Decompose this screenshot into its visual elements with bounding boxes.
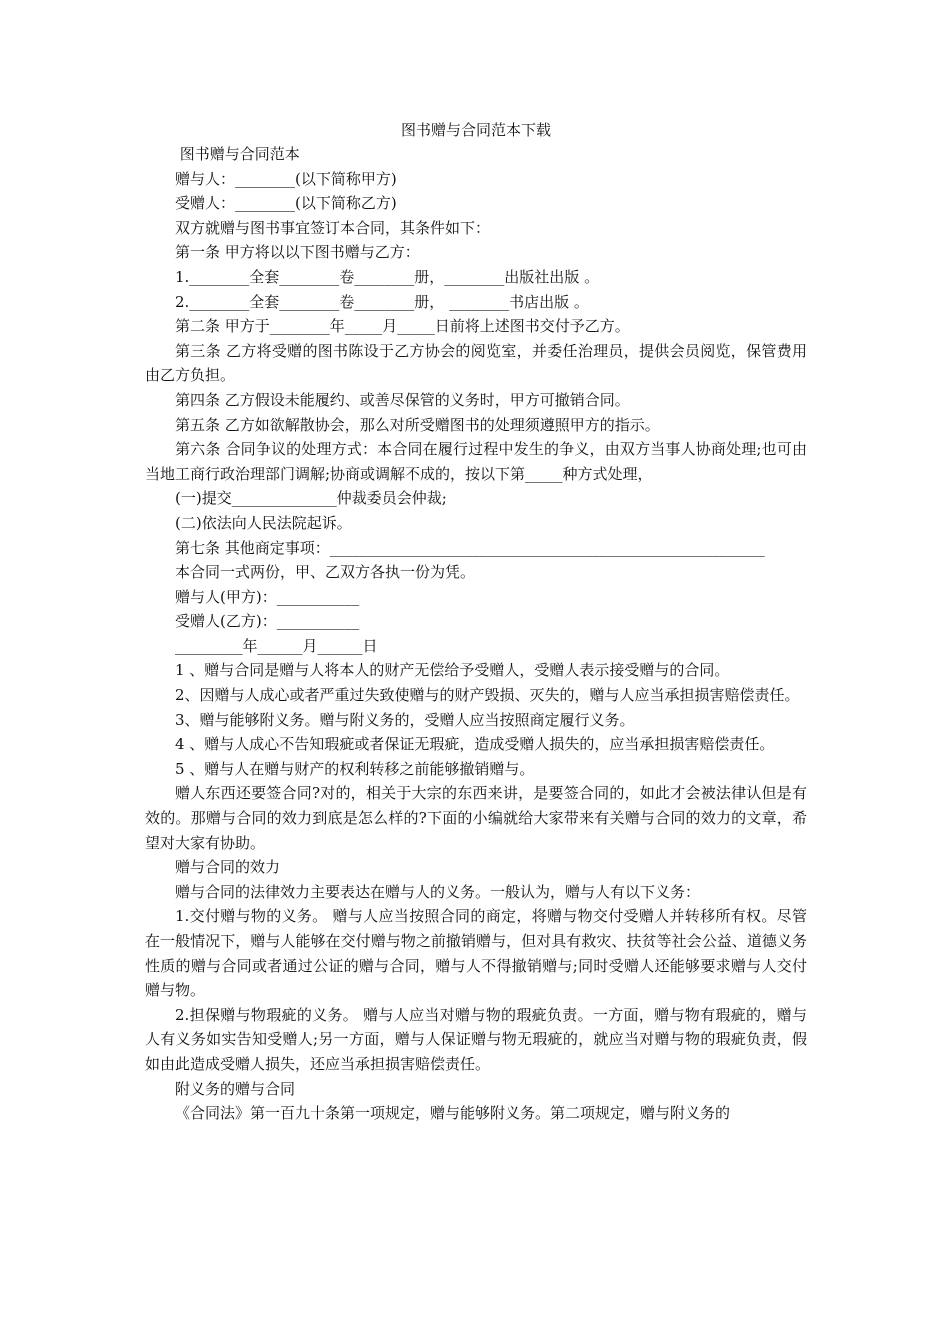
paragraph: (二)依法向人民法院起诉。 xyxy=(175,513,352,532)
paragraph: 附义务的赠与合同 xyxy=(175,1079,296,1098)
paragraph: 1.________全套________卷________册，________出版社出版 。 xyxy=(175,267,600,286)
paragraph: 第七条 其他商定事项：__________________________________________________________ xyxy=(175,538,765,557)
paragraph: (一)提交______________仲裁委员会仲裁; xyxy=(175,489,447,508)
paragraph: 赠与合同的法律效力主要表达在赠与人的义务。一般认为，赠与人有以下义务： xyxy=(175,882,701,901)
paragraph: 《合同法》第一百九十条第一项规定，赠与能够附义务。第二项规定，赠与附义务的 xyxy=(175,1104,731,1123)
paragraph: 1.交付赠与物的义务。 赠与人应当按照合同的商定，将赠与物交付受赠人并转移所有权。尽管在一般情况下，赠与人能够在交付赠与物之前撤销赠与，但对具有救灾、扶贫等社会公益、道德义务性质的赠与合同或者通过公证的赠与合同，赠与人不得撤销赠与;同时受赠人还能够要求赠与人交付赠与物。 xyxy=(145,907,807,1000)
paragraph: 1 、赠与合同是赠与人将本人的财产无偿给予受赠人，受赠人表示接受赠与的合同。 xyxy=(175,661,730,680)
paragraph: 2.________全套________卷________册， ________书店出版 。 xyxy=(175,292,589,311)
paragraph: 受赠人：________(以下简称乙方) xyxy=(175,194,397,213)
paragraph: 第六条 合同争议的处理方式：本合同在履行过程中发生的争义，由双方当事人协商处理;也可由当地工商行政治理部门调解;协商或调解不成的，按以下第_____种方式处理， xyxy=(145,440,807,483)
paragraph: 第一条 甲方将以以下图书赠与乙方： xyxy=(175,243,420,262)
paragraph: 受赠人(乙方)：___________ xyxy=(175,612,360,631)
paragraph: 4 、赠与人成心不告知瑕疵或者保证无瑕疵，造成受赠人损失的，应当承担损害赔偿责任。 xyxy=(175,735,775,754)
paragraph: 赠人东西还要签合同?对的，相关于大宗的东西来讲，是要签合同的，如此才会被法律认但是有效的。那赠与合同的效力到底是怎么样的?下面的小编就给大家带来有关赠与合同的效力的文章，希望对大家有协助。 xyxy=(145,784,807,852)
paragraph: 赠与人：________(以下简称甲方) xyxy=(175,169,397,188)
paragraph: 第二条 甲方于________年_____月_____日前将上述图书交付予乙方。 xyxy=(175,317,630,336)
paragraph: _________年______月______日 xyxy=(175,636,378,655)
paragraph: 图书赠与合同范本 xyxy=(175,145,300,163)
paragraph: 2.担保赠与物瑕疵的义务。 赠与人应当对赠与物的瑕疵负责。一方面，赠与物有瑕疵的，赠与人有义务如实告知受赠人;另一方面，赠与人保证赠与物无瑕疵的，就应当对赠与物的瑕疵负责，假如由此造成受赠人损失，还应当承担损害赔偿责任。 xyxy=(145,1005,807,1073)
paragraph: 赠与人(甲方)：___________ xyxy=(175,587,360,606)
paragraph: 3、赠与能够附义务。赠与附义务的，受赠人应当按照商定履行义务。 xyxy=(175,710,635,729)
paragraph: 第三条 乙方将受赠的图书陈设于乙方协会的阅览室，并委任治理员，提供会员阅览，保管费用由乙方负担。 xyxy=(145,341,807,385)
paragraph: 2、因赠与人成心或者严重过失致使赠与的财产毁损、灭失的，赠与人应当承担损害赔偿责任。 xyxy=(175,686,800,705)
paragraph: 本合同一式两份，甲、乙双方各执一份为凭。 xyxy=(175,563,476,582)
paragraph: 双方就赠与图书事宜签订本合同，其条件如下： xyxy=(175,218,491,237)
document-page xyxy=(145,118,807,1126)
paragraph: 5 、赠与人在赠与财产的权利转移之前能够撤销赠与。 xyxy=(175,759,535,778)
paragraph: 第五条 乙方如欲解散协会，那么对所受赠图书的处理须遵照甲方的指示。 xyxy=(175,415,660,434)
paragraph: 第四条 乙方假设未能履约、或善尽保管的义务时，甲方可撤销合同。 xyxy=(175,390,630,409)
document-title: 图书赠与合同范本下载 xyxy=(400,121,551,139)
paragraph: 赠与合同的效力 xyxy=(175,858,281,877)
